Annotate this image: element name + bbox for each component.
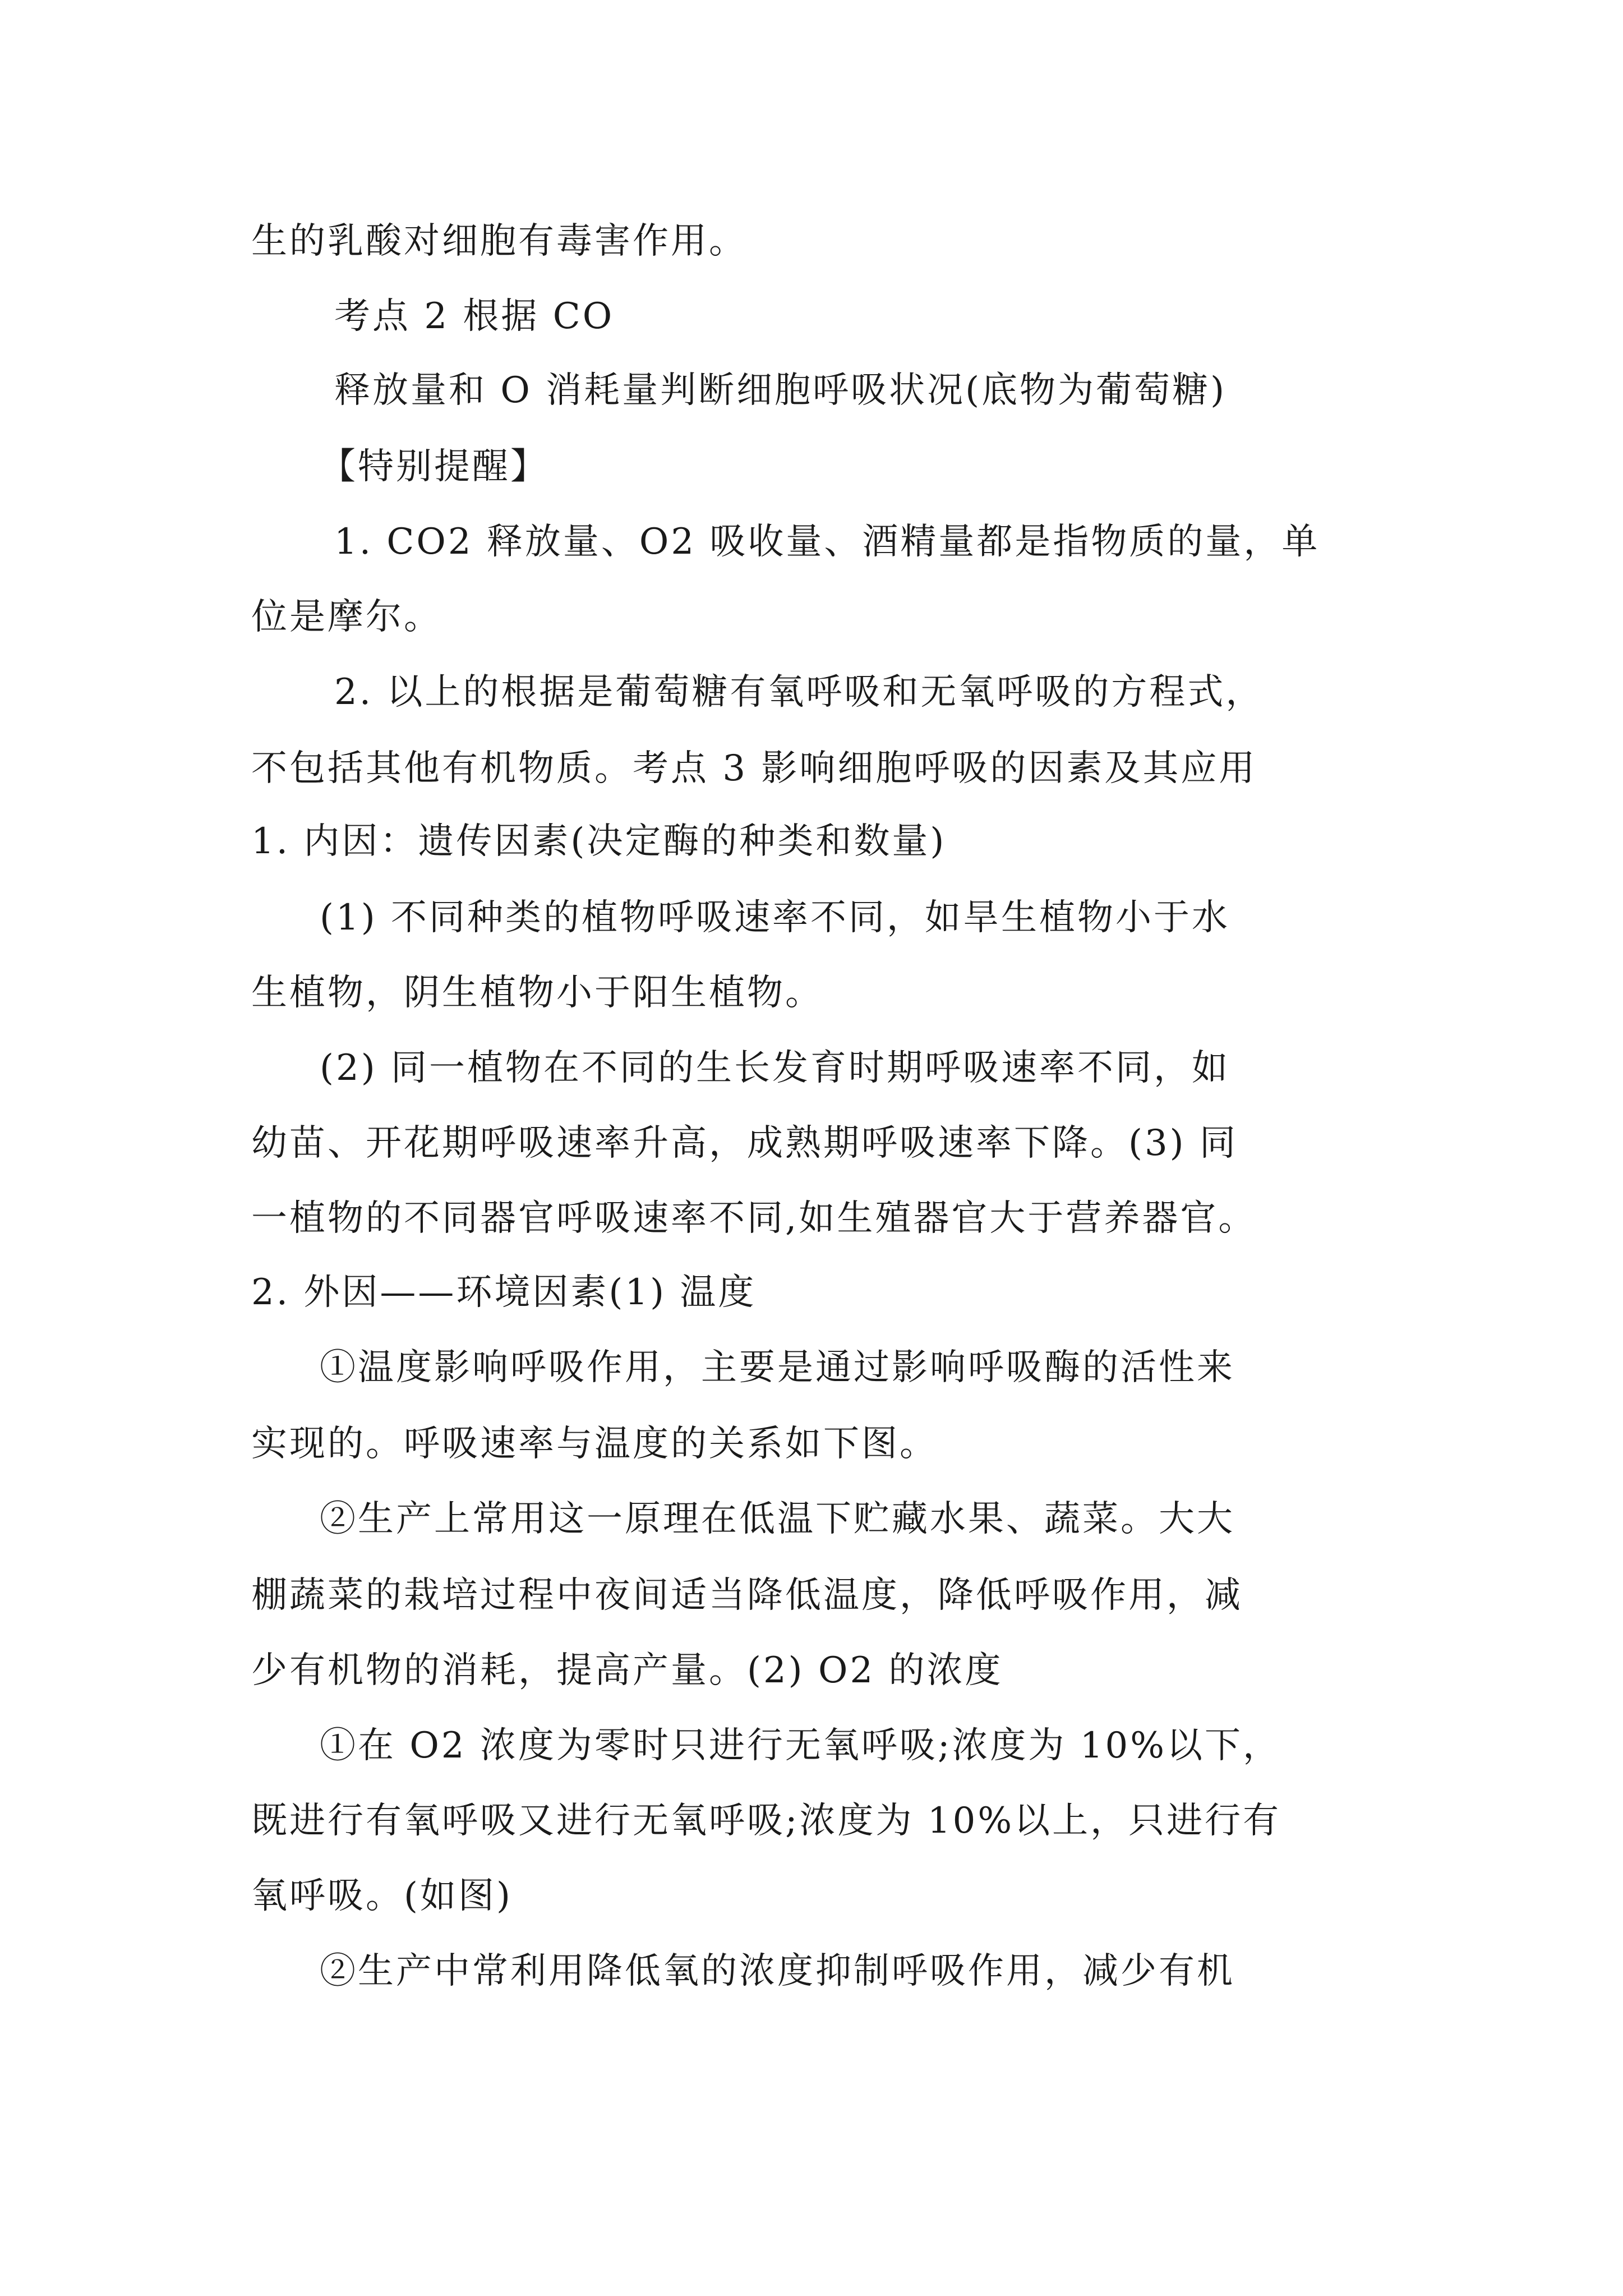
paragraph-line: 氧呼吸。(如图) <box>251 1875 513 1917</box>
paragraph-line: (1) 不同种类的植物呼吸速率不同，如旱生植物小于水 <box>320 897 1230 938</box>
paragraph-line: 实现的。呼吸速率与温度的关系如下图。 <box>251 1423 938 1465</box>
paragraph-line: 少有机物的消耗，提高产量。(2) O2 的浓度 <box>251 1650 1003 1691</box>
paragraph-line: 位是摩尔。 <box>251 596 442 638</box>
paragraph-line: 不包括其他有机物质。考点 3 影响细胞呼吸的因素及其应用 <box>251 748 1257 789</box>
paragraph-line: 1. 内因：遗传因素(决定酶的种类和数量) <box>251 821 947 862</box>
paragraph-line: 1. CO2 释放量、O2 吸收量、酒精量都是指物质的量，单 <box>334 521 1320 563</box>
paragraph-line: ②生产中常利用降低氧的浓度抑制呼吸作用，减少有机 <box>320 1950 1235 1992</box>
paragraph-line: 棚蔬菜的栽培过程中夜间适当降低温度，降低呼吸作用，减 <box>251 1575 1243 1616</box>
section-heading: 释放量和 O 消耗量判断细胞呼吸状况(底物为葡萄糖) <box>334 370 1227 411</box>
paragraph-line: ①温度影响呼吸作用，主要是通过影响呼吸酶的活性来 <box>320 1347 1235 1388</box>
callout-heading: 【特别提醒】 <box>320 446 548 487</box>
paragraph-line: 既进行有氧呼吸又进行无氧呼吸;浓度为 10%以上，只进行有 <box>251 1800 1281 1842</box>
paragraph-line: 2. 以上的根据是葡萄糖有氧呼吸和无氧呼吸的方程式， <box>334 671 1264 713</box>
paragraph-line: 生的乳酸对细胞有毒害作用。 <box>251 220 747 262</box>
paragraph-line: 一植物的不同器官呼吸速率不同,如生殖器官大于营养器官。 <box>251 1198 1257 1239</box>
paragraph-line: (2) 同一植物在不同的生长发育时期呼吸速率不同，如 <box>320 1047 1230 1089</box>
paragraph-line: 生植物，阴生植物小于阳生植物。 <box>251 972 823 1014</box>
paragraph-line: 幼苗、开花期呼吸速率升高，成熟期呼吸速率下降。(3) 同 <box>251 1122 1238 1164</box>
paragraph-line: ①在 O2 浓度为零时只进行无氧呼吸;浓度为 10%以下， <box>320 1725 1281 1766</box>
paragraph-line: ②生产上常用这一原理在低温下贮藏水果、蔬菜。大大 <box>320 1498 1235 1540</box>
section-heading: 考点 2 根据 CO <box>334 296 615 337</box>
paragraph-line: 2. 外因——环境因素(1) 温度 <box>251 1272 757 1313</box>
